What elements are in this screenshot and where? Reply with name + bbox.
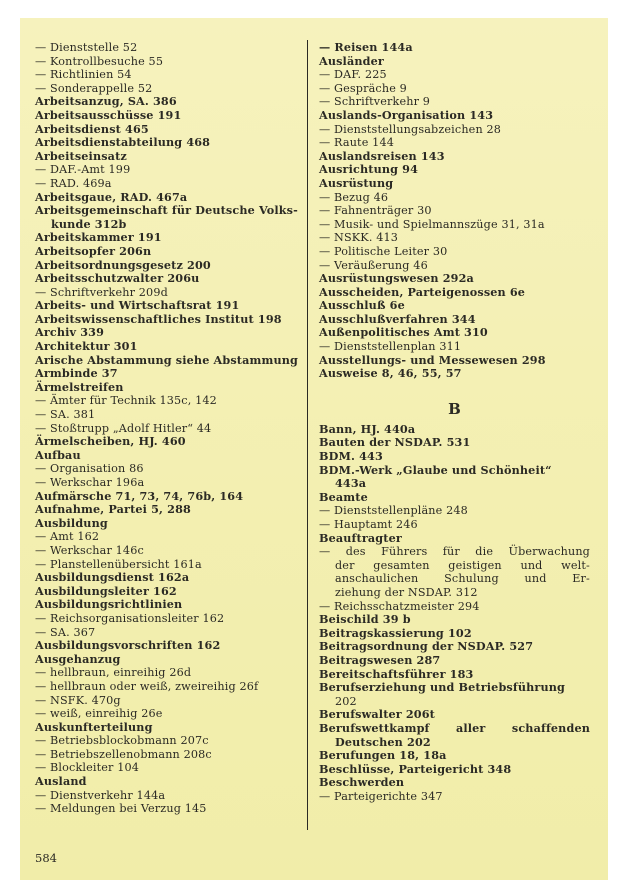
- index-entry: Deutschen 202: [335, 734, 431, 749]
- index-entry: Ausrichtung 94: [319, 162, 419, 177]
- index-entry: Beschwerden: [319, 775, 405, 790]
- index-entry: — Musik- und Spielmannszüge 31, 31a: [319, 217, 545, 231]
- index-entry: — Reichsschatzmeister 294: [319, 599, 480, 613]
- index-entry: — hellbraun, einreihig 26d: [35, 666, 192, 680]
- index-entry: Ausbildungsleiter 162: [35, 583, 177, 598]
- index-entry: — Reisen 144a: [319, 40, 413, 54]
- index-entry: Ausschluß 6e: [319, 298, 405, 313]
- index-entry: — Betriebsblockobmann 207c: [35, 734, 209, 748]
- index-entry: Ausbildungsdienst 162a: [35, 570, 190, 585]
- index-entry: — RAD. 469a: [35, 176, 112, 190]
- index-entry: Aufbau: [35, 447, 81, 462]
- index-entry: Beamte: [319, 489, 368, 504]
- index-entry: Bereitschaftsführer 183: [319, 666, 474, 681]
- index-entry: BDM. 443: [319, 449, 383, 464]
- index-entry: — Dienstverkehr 144a: [35, 788, 166, 802]
- index-entry: Ausland: [35, 774, 87, 789]
- index-entry: BDM.-Werk „Glaube und Schönheit“: [319, 462, 552, 477]
- index-entry: — Planstellenübersicht 161a: [35, 557, 202, 571]
- index-entry: Architektur 301: [35, 339, 138, 354]
- index-entry: Auslandsreisen 143: [319, 148, 445, 163]
- index-entry: — DAF. 225: [319, 68, 387, 82]
- index-entry: Beischild 39 b: [319, 612, 411, 627]
- index-entry: Arbeitsausschüsse 191: [35, 107, 182, 122]
- index-entry: — Sonderappelle 52: [35, 81, 153, 95]
- index-entry: — Betriebszellenobmann 208c: [35, 747, 212, 761]
- index-entry: Arbeitsschutzwalter 206u: [35, 271, 200, 286]
- index-entry: ziehung der NSDAP. 312: [335, 585, 478, 599]
- index-entry: Berufswalter 206t: [319, 707, 435, 722]
- index-entry: — Schriftverkehr 209d: [35, 285, 168, 299]
- index-entry: — Hauptamt 246: [319, 518, 418, 531]
- index-entry: Arbeitswissenschaftliches Institut 198: [35, 311, 282, 326]
- index-entry: Bann, HJ. 440a: [319, 421, 416, 436]
- index-entry: der gesamten geistigen und welt-: [335, 558, 590, 572]
- index-entry: Ausbildung: [35, 515, 108, 530]
- index-entry: Aufmärsche 71, 73, 74, 76b, 164: [35, 488, 244, 503]
- index-entry: — Blockleiter 104: [35, 761, 140, 775]
- index-entry: Berufserziehung und Betriebsführung: [319, 680, 565, 695]
- right-column-b-entries: [319, 423, 590, 804]
- index-entry: — des Führers für die Überwachung: [319, 545, 590, 559]
- index-entry: Arbeitskammer 191: [35, 230, 162, 245]
- index-entry: — Gespräche 9: [319, 81, 407, 95]
- page-number: 584: [35, 851, 57, 865]
- index-entry: — NSKK. 413: [319, 231, 399, 245]
- index-entry: Beitragswesen 287: [319, 652, 441, 667]
- index-entry: — DAF.-Amt 199: [35, 163, 131, 177]
- index-entry: — weiß, einreihig 26e: [35, 707, 163, 721]
- index-entry: Archiv 339: [35, 325, 105, 340]
- index-entry: — Raute 144: [319, 136, 394, 150]
- index-entry: Beschlüsse, Parteigericht 348: [319, 761, 512, 776]
- index-entry: Beauftragter: [319, 530, 402, 545]
- index-entry: Ausschlußverfahren 344: [319, 311, 476, 326]
- index-entry: Beitragskassierung 102: [319, 625, 472, 640]
- index-entry: Arbeits- und Wirtschaftsrat 191: [35, 298, 240, 313]
- index-entry: Ausbildungsrichtlinien: [35, 597, 183, 612]
- index-entry: Ärmelstreifen: [35, 379, 124, 394]
- index-entry: Auskunfterteilung: [35, 719, 153, 734]
- index-entry: — Ämter für Technik 135c, 142: [35, 394, 217, 408]
- index-entry: Armbinde 37: [35, 366, 118, 381]
- index-entry: Beitragsordnung der NSDAP. 527: [319, 639, 534, 654]
- index-entry: 202: [335, 694, 357, 708]
- index-entry: — Stoßtrupp „Adolf Hitler“ 44: [35, 421, 212, 435]
- index-entry: — Veräußerung 46: [319, 258, 428, 272]
- index-entry: Bauten der NSDAP. 531: [319, 435, 471, 450]
- index-entry: — Werkschar 146c: [35, 543, 144, 557]
- index-entry: — Dienststellenplan 311: [319, 340, 462, 354]
- index-entry: Auslands-Organisation 143: [319, 107, 494, 122]
- index-entry: — NSFK. 470g: [35, 693, 121, 707]
- right-column-a-entries: [319, 41, 590, 381]
- index-entry: — Dienststellungsabzeichen 28: [319, 122, 502, 136]
- index-entry: Aufnahme, Partei 5, 288: [35, 502, 191, 517]
- index-page: [20, 18, 608, 880]
- index-entry: — Bezug 46: [319, 190, 389, 204]
- index-entry: Arbeitseinsatz: [35, 148, 127, 163]
- index-entry: — Organisation 86: [35, 462, 144, 476]
- index-entry: Außenpolitisches Amt 310: [319, 325, 488, 340]
- index-entry: — Fahnenträger 30: [319, 204, 432, 218]
- index-entry: Ausrüstung: [319, 175, 394, 190]
- index-entry: Ärmelscheiben, HJ. 460: [35, 434, 186, 449]
- right-column: [319, 41, 590, 803]
- index-entry: Arbeitsgaue, RAD. 467a: [35, 189, 188, 204]
- index-entry: — Dienststellenpläne 248: [319, 504, 468, 518]
- index-entry: — Kontrollbesuche 55: [35, 54, 164, 68]
- index-entry: Ausbildungsvorschriften 162: [35, 638, 221, 653]
- index-entry: Ausstellungs- und Messewesen 298: [319, 352, 546, 367]
- column-divider: [307, 40, 308, 830]
- index-entry: Ausweise 8, 46, 55, 57: [319, 366, 462, 381]
- index-entry: Arbeitsopfer 206n: [35, 243, 152, 258]
- index-entry: Ausländer: [319, 53, 384, 68]
- index-entry: — Parteigerichte 347: [319, 789, 443, 803]
- index-entry: Ausrüstungswesen 292a: [319, 271, 474, 286]
- index-entry: — SA. 367: [35, 625, 96, 639]
- index-entry: — Werkschar 196a: [35, 476, 145, 489]
- section-letter: B: [448, 399, 461, 418]
- index-entry: — Dienststelle 52: [35, 41, 138, 54]
- index-entry: Arbeitsgemeinschaft für Deutsche Volks-: [35, 203, 298, 218]
- index-entry: Berufungen 18, 18a: [319, 748, 447, 763]
- index-entry: Ausgehanzug: [35, 651, 121, 666]
- index-entry: — hellbraun oder weiß, zweireihig 26f: [35, 679, 259, 693]
- index-entry: Arische Abstammung siehe Abstammung: [35, 352, 299, 367]
- index-entry: — Reichsorganisationsleiter 162: [35, 611, 225, 625]
- index-entry: kunde 312b: [51, 216, 127, 231]
- index-entry: — Richtlinien 54: [35, 68, 132, 82]
- index-entry: — Politische Leiter 30: [319, 244, 448, 258]
- index-entry: — SA. 381: [35, 408, 96, 422]
- index-entry: Berufswettkampf aller schaffenden: [319, 720, 590, 735]
- index-entry: Arbeitsordnungsgesetz 200: [35, 257, 211, 272]
- index-entry: — Schriftverkehr 9: [319, 95, 431, 109]
- left-column: [35, 41, 303, 816]
- index-entry: Arbeitsdienstabteilung 468: [35, 135, 211, 150]
- index-entry: — Meldungen bei Verzug 145: [35, 802, 207, 816]
- index-entry: Arbeitsdienst 465: [35, 121, 149, 136]
- index-entry: anschaulichen Schulung und Er-: [335, 572, 590, 586]
- index-entry: 443a: [335, 476, 367, 491]
- index-entry: — Amt 162: [35, 530, 100, 544]
- index-entry: Ausscheiden, Parteigenossen 6e: [319, 284, 526, 299]
- index-entry: Arbeitsanzug, SA. 386: [35, 94, 177, 109]
